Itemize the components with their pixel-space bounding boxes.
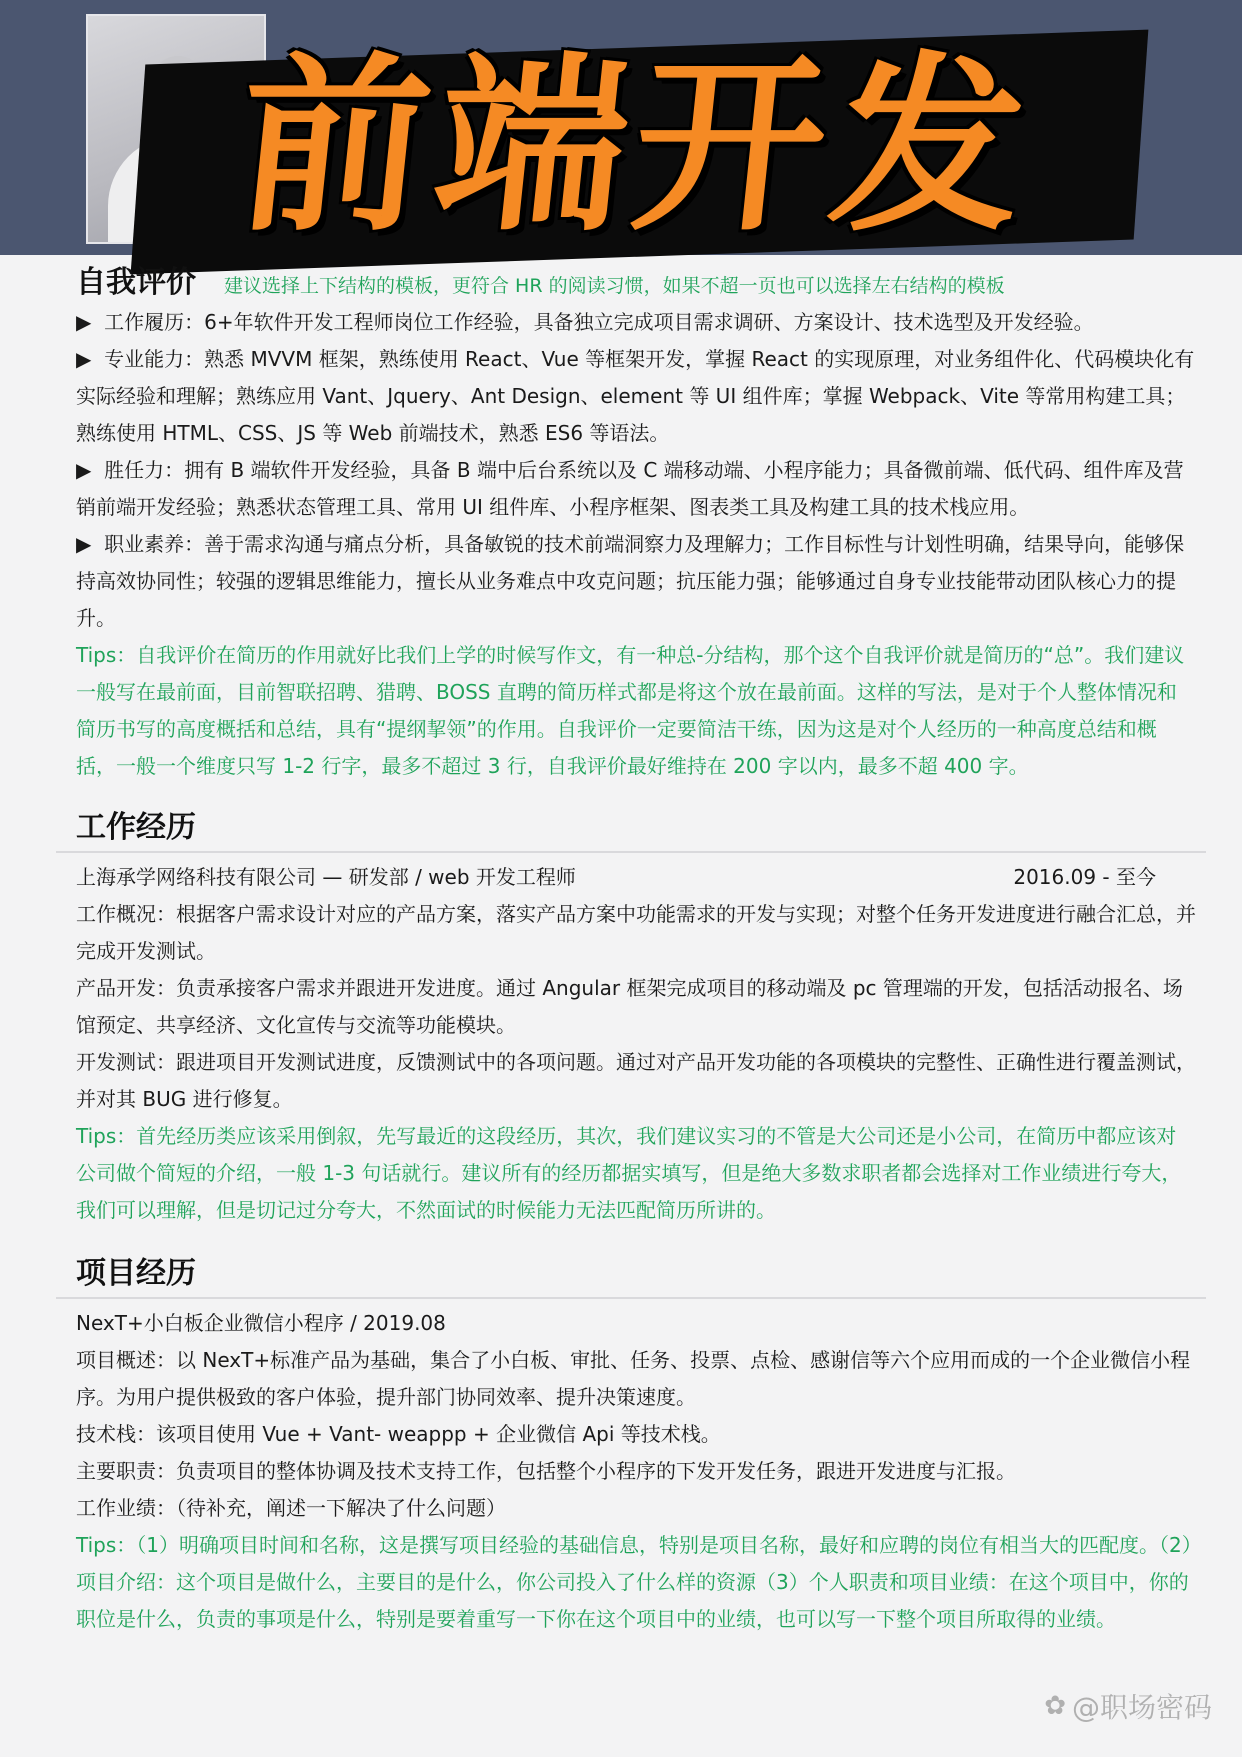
section-divider xyxy=(56,1297,1206,1299)
item-label: 产品开发： xyxy=(76,976,176,1000)
item-text: 负责承接客户需求并跟进开发进度。通过 Angular 框架完成项目的移动端及 pc 管理端的开发，包括活动报名、场馆预定、共享经济、文化宣传与交流等功能模块。 xyxy=(76,976,1183,1037)
item-text: 跟进项目开发测试进度，反馈测试中的各项问题。通过对产品开发功能的各项模块的完整性、正确性进行覆盖测试，并对其 BUG 进行修复。 xyxy=(76,1050,1196,1111)
item-label: 主要职责： xyxy=(76,1459,176,1483)
work-item xyxy=(76,896,1196,970)
section-hint: 建议选择上下结构的模板，更符合 HR 的阅读习惯，如果不超一页也可以选择左右结构的模板 xyxy=(224,275,1005,297)
project-item xyxy=(76,1453,1196,1490)
bullet-icon: ▶ xyxy=(76,347,92,371)
banner-title: 前端开发 xyxy=(227,36,1043,257)
watermark-text: @职场密码 xyxy=(1071,1691,1212,1724)
section-work xyxy=(76,807,1196,1229)
item-label: 职业素养： xyxy=(104,532,205,556)
item-text: 负责项目的整体协调及技术支持工作，包括整个小程序的下发开发任务，跟进开发进度与汇报。 xyxy=(176,1459,1016,1483)
item-label: 开发测试： xyxy=(76,1050,176,1074)
project-item xyxy=(76,1490,1196,1527)
item-label: 项目概述： xyxy=(76,1348,176,1372)
watermark xyxy=(1044,1686,1212,1726)
section-self-eval xyxy=(76,262,1196,785)
watermark-logo-icon: ✿ xyxy=(1044,1691,1066,1721)
bullet-icon: ▶ xyxy=(76,532,92,556)
item-label: 工作业绩： xyxy=(76,1496,176,1520)
project-tip: Tips：（1）明确项目时间和名称，这是撰写项目经验的基础信息，特别是项目名称，最好和应聘的岗位有相当大的匹配度。（2）项目介绍：这个项目是做什么，主要目的是什么，你公司投入了什么样的资源（3）个人职责和项目业绩：在这个项目中，你的职位是什么，负责的事项是什么，特别是要着重写一下你在这个项目中的业绩，也可以写一下整个项目所取得的业绩。 xyxy=(76,1533,1192,1631)
item-text: 根据客户需求设计对应的产品方案，落实产品方案中功能需求的开发与实现；对整个任务开发进度进行融合汇总，并完成开发测试。 xyxy=(76,902,1196,963)
self-eval-item xyxy=(76,452,1196,526)
section-header xyxy=(76,807,1196,849)
bullet-icon: ▶ xyxy=(76,310,92,334)
work-company-row xyxy=(76,859,1196,896)
project-item xyxy=(76,1342,1196,1416)
item-text: 6+年软件开发工程师岗位工作经验，具备独立完成项目需求调研、方案设计、技术选型及开发经验。 xyxy=(204,310,1094,334)
work-item xyxy=(76,970,1196,1044)
section-divider xyxy=(56,851,1206,853)
section-project xyxy=(76,1253,1196,1638)
work-company: 上海承学网络科技有限公司 — 研发部 / web 开发工程师 xyxy=(76,865,576,889)
item-label: 专业能力： xyxy=(104,347,205,371)
section-title-work: 工作经历 xyxy=(76,810,196,845)
banner xyxy=(97,22,1173,272)
work-item xyxy=(76,1044,1196,1118)
item-text: 熟悉 MVVM 框架，熟练使用 React、Vue 等框架开发，掌握 React 的实现原理，对业务组件化、代码模块化有实际经验和理解；熟练应用 Vant、Jquery、Ant Design、element 等 UI 组件库；掌握 Webpack、Vite 等常用构建工具；熟练使用 HTML、CSS、JS 等 Web 前端技术，熟悉 ES6 等语法。 xyxy=(76,347,1195,445)
item-text: 拥有 B 端软件开发经验，具备 B 端中后台系统以及 C 端移动端、小程序能力；具备微前端、低代码、组件库及营销前端开发经验；熟悉状态管理工具、常用 UI 组件库、小程序框架、图表类工具及构建工具的技术栈应用。 xyxy=(76,458,1184,519)
item-label: 工作概况： xyxy=(76,902,176,926)
self-eval-item xyxy=(76,341,1196,452)
section-title-self-eval: 自我评价 xyxy=(76,265,196,300)
section-title-project: 项目经历 xyxy=(76,1256,196,1291)
item-text: 善于需求沟通与痛点分析，具备敏锐的技术前端洞察力及理解力；工作目标性与计划性明确，结果导向，能够保持高效协同性；较强的逻辑思维能力，擅长从业务难点中攻克问题；抗压能力强；能够通过自身专业技能带动团队核心力的提升。 xyxy=(76,532,1185,630)
self-eval-item xyxy=(76,526,1196,637)
resume-content xyxy=(76,262,1196,1638)
project-name-row xyxy=(76,1305,1196,1342)
section-header xyxy=(76,1253,1196,1295)
bullet-icon: ▶ xyxy=(76,458,92,482)
self-eval-tip: Tips：自我评价在简历的作用就好比我们上学的时候写作文，有一种总-分结构，那个这个自我评价就是简历的“总”。我们建议一般写在最前面，目前智联招聘、猎聘、BOSS 直聘的简历样式都是将这个放在最前面。这样的写法，是对于个人整体情况和简历书写的高度概括和总结，具有“提纲挈领”的作用。自我评价一定要简洁干练，因为这是对个人经历的一种高度总结和概括，一般一个维度只写 1-2 行字，最多不超过 3 行，自我评价最好维持在 200 字以内，最多不超 400 字。 xyxy=(76,643,1185,778)
work-tip: Tips：首先经历类应该采用倒叙，先写最近的这段经历，其次，我们建议实习的不管是大公司还是小公司，在简历中都应该对公司做个简短的介绍，一般 1-3 句话就行。建议所有的经历都据实填写，但是绝大多数求职者都会选择对工作业绩进行夸大，我们可以理解，但是切记过分夸大，不然面试的时候能力无法匹配简历所讲的。 xyxy=(76,1124,1182,1222)
item-text: （待补充，阐述一下解决了什么问题） xyxy=(176,1496,506,1520)
project-item xyxy=(76,1416,1196,1453)
self-eval-item xyxy=(76,304,1196,341)
work-period: 2016.09 - 至今 xyxy=(1013,865,1156,889)
item-text: 以 NexT+标准产品为基础，集合了小白板、审批、任务、投票、点检、感谢信等六个应用而成的一个企业微信小程序。为用户提供极致的客户体验，提升部门协同效率、提升决策速度。 xyxy=(76,1348,1191,1409)
item-label: 工作履历： xyxy=(104,310,205,334)
item-label: 胜任力： xyxy=(104,458,185,482)
section-header xyxy=(76,262,1196,304)
item-text: 该项目使用 Vue + Vant- weappp + 企业微信 Api 等技术栈。 xyxy=(156,1422,721,1446)
item-label: 技术栈： xyxy=(76,1422,156,1446)
project-name: NexT+小白板企业微信小程序 / 2019.08 xyxy=(76,1311,446,1335)
